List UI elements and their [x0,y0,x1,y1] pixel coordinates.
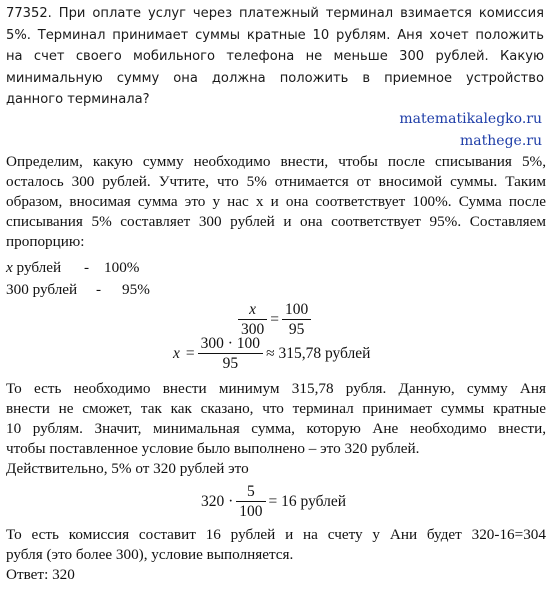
site-watermark-1: matematikalegko.ru [399,111,542,127]
proportion-sep: - [84,259,90,276]
proportion-row-2 [6,280,150,300]
fraction-numerator: x [249,301,257,318]
problem-line: 77352. При оплате услуг через платежный терминал взимается комиссия [6,6,544,21]
equation-x-value [170,334,373,373]
problem-line: на счет своего мобильного телефона не меньше 300 рублей. Какую [6,49,544,64]
equals-sign: = [185,344,195,362]
proportion-sep: - [96,281,102,298]
fraction-denominator: 95 [198,353,263,373]
fraction-numerator: 100 [285,301,309,318]
proportion-unit: рублей [12,259,62,276]
solution-line: осталось 300 рублей. Учтите, что 5% отнимается от вносимой суммы. Таким [6,173,546,190]
fraction [198,334,263,373]
fraction-denominator: 100 [236,501,265,521]
equation-result: = 16 рублей [268,492,347,510]
solution-line: Действительно, 5% от 320 рублей это [6,460,249,477]
answer-line: Ответ: 320 [6,566,75,583]
problem-line: данного терминала? [6,92,150,107]
fraction-denominator: 300 [238,319,267,339]
solution-line: То есть необходимо внести минимум 315,78 рубля. Данную, сумму Аня [6,380,546,397]
equation-term: 320 · [201,492,234,510]
problem-line: 5%. Терминал принимает суммы кратные 10 рублям. Аня хочет положить [6,27,544,43]
solution-line: рубля (это более 300), условие выполняется. [6,546,294,563]
site-watermark-2: mathege.ru [460,133,542,149]
proportion-row-1 [6,258,139,278]
solution-line: образом, вносимая сумма это у нас х и она соответствует 100%. Сумма после [6,193,546,210]
solution-line: Определим, какую сумму необходимо внести, чтобы после списывания 5%, [6,153,546,170]
proportion-label: 300 рублей [6,281,78,298]
equation-commission [198,482,349,521]
fraction-denominator: 95 [282,319,311,339]
proportion-variable: x [6,259,13,276]
solution-line: То есть комиссия составит 16 рублей и на счету у Ани будет 320-16=304 [6,526,546,543]
fraction-numerator: 5 [247,483,255,500]
solution-line: 10 рублям. Значит, минимальная сумма, которую Ане необходимо внести, [6,420,546,437]
solution-line: чтобы поставленное условие было выполнено – это 320 рублей. [6,440,420,457]
solution-paragraph-2 [6,379,546,479]
solution-paragraph-3 [6,525,546,585]
fraction-numerator: 300 · 100 [200,335,261,352]
problem-line: минимальную сумму она должна положить в приемное устройство [6,70,544,86]
equation-variable: x [173,344,180,362]
approx-result: ≈ 315,78 рублей [266,344,371,362]
solution-paragraph-1 [6,152,546,252]
problem-statement [6,3,544,111]
equals-sign: = [270,310,279,328]
proportion-value: 95% [122,281,150,298]
solution-line: списывания 5% составляет 300 рублей и она соответствует 95%. Составляем [6,213,546,230]
fraction [236,482,265,521]
proportion-value: 100% [104,259,140,276]
solution-line: внести не сможет, так как сказано, что терминал принимает суммы кратные [6,400,546,417]
solution-line: пропорцию: [6,233,85,250]
